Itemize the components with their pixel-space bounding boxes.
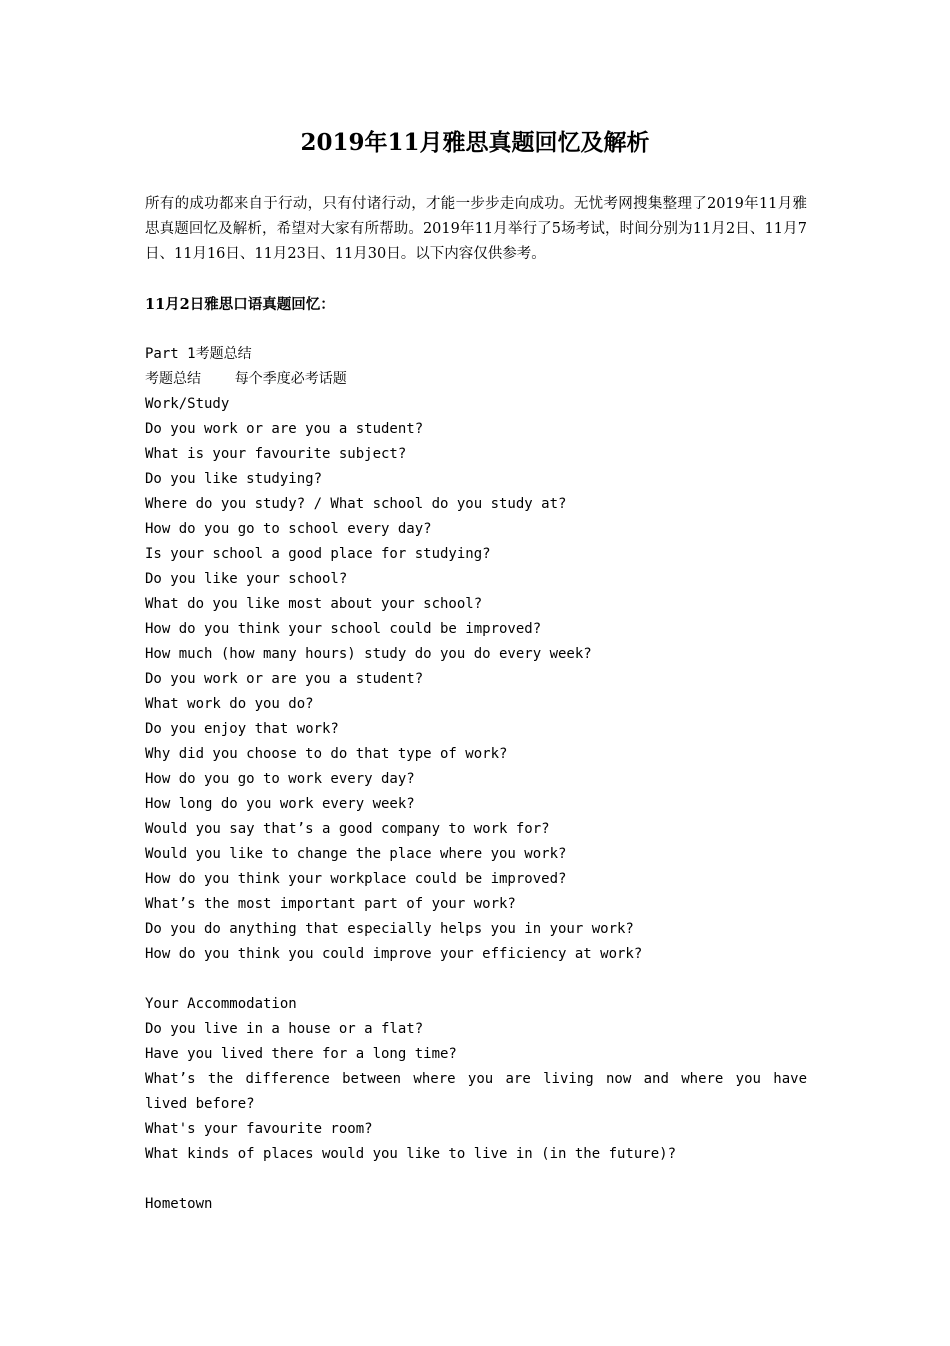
text-line: What do you like most about your school? [145, 596, 483, 612]
text-line: Have you lived there for a long time? [145, 1046, 457, 1062]
text-line: Hometown [145, 1196, 213, 1212]
text-line: How do you think your school could be improved? [145, 621, 542, 637]
text-line: Do you do anything that especially helps you in your work? [145, 921, 634, 937]
text-line: How do you think your workplace could be improved? [145, 871, 567, 887]
text-line: How long do you work every week? [145, 796, 415, 812]
section-heading: 11月2日雅思口语真题回忆： [145, 296, 335, 313]
text-line: What’s the difference between where you are living now and where you have lived before? [145, 1071, 816, 1112]
text-line: Would you say that’s a good company to work for? [145, 821, 550, 837]
question-list [145, 342, 816, 1217]
text-line: Where do you study? / What school do you study at? [145, 496, 567, 512]
text-line: How do you go to work every day? [145, 771, 415, 787]
text-line: What work do you do? [145, 696, 314, 712]
blank-line [145, 1167, 807, 1192]
text-line: What’s the most important part of your work? [145, 896, 516, 912]
text-line: Would you like to change the place where you work? [145, 846, 567, 862]
text-line: Do you work or are you a student? [145, 421, 424, 437]
text-line: What is your favourite subject? [145, 446, 407, 462]
text-line: Is your school a good place for studying? [145, 546, 491, 562]
text-line: Do you like studying? [145, 471, 323, 487]
text-line: 考题总结 每个季度必考话题 [145, 371, 347, 387]
text-line: How much (how many hours) study do you do every week? [145, 646, 592, 662]
text-line: What's your favourite room? [145, 1121, 373, 1137]
text-line: Work/Study [145, 396, 230, 412]
text-line: How do you think you could improve your efficiency at work? [145, 946, 643, 962]
intro-paragraph: 所有的成功都来自于行动，只有付诸行动，才能一步步走向成功。无忧考网搜集整理了2019年11月雅思真题回忆及解析，希望对大家有所帮助。2019年11月举行了5场考试，时间分别为11月2日、11月7日、11月16日、11月23日、11月30日。以下内容仅供参考。 [145, 196, 807, 262]
text-line: Do you live in a house or a flat? [145, 1021, 424, 1037]
text-line: Your Accommodation [145, 996, 297, 1012]
text-line: Do you work or are you a student? [145, 671, 424, 687]
text-line: Part 1考题总结 [145, 346, 252, 362]
text-line: How do you go to school every day? [145, 521, 432, 537]
text-line: Why did you choose to do that type of work? [145, 746, 508, 762]
text-line: Do you like your school? [145, 571, 348, 587]
text-line: What kinds of places would you like to live in (in the future)? [145, 1146, 677, 1162]
blank-line [145, 967, 807, 992]
document-title: 2019年11月雅思真题回忆及解析 [300, 129, 650, 156]
text-line: Do you enjoy that work? [145, 721, 339, 737]
